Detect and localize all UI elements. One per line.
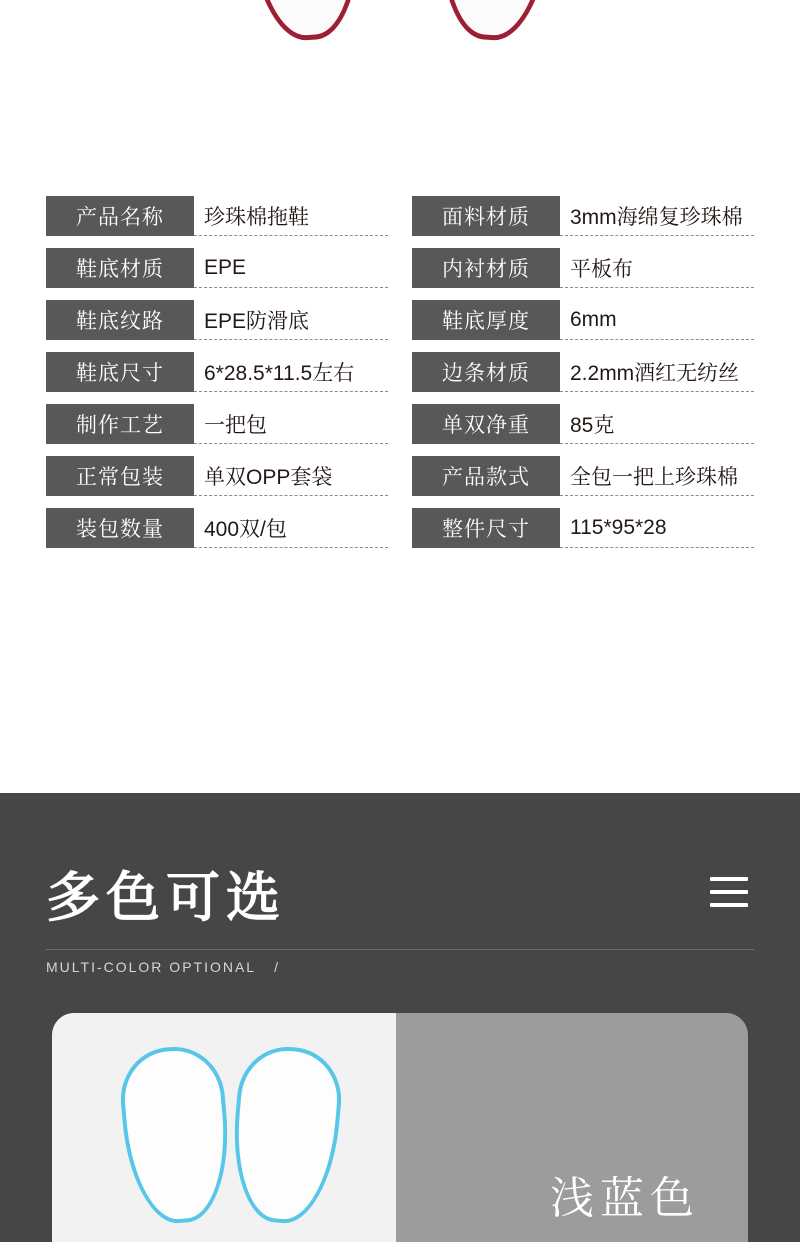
spec-value: 全包一把上珍珠棉: [560, 456, 754, 496]
spec-label: 鞋底尺寸: [46, 352, 194, 392]
spec-row: [46, 508, 388, 548]
spec-value: 6*28.5*11.5左右: [194, 352, 388, 392]
color-option-photo: [52, 1013, 396, 1242]
spec-value: 一把包: [194, 404, 388, 444]
slipper-right-shape: [434, 0, 557, 44]
color-option-card[interactable]: [52, 1013, 748, 1242]
spec-row: [412, 508, 754, 548]
spec-row: [46, 248, 388, 288]
spec-label: 内衬材质: [412, 248, 560, 288]
spec-row: [46, 456, 388, 496]
spec-row: [412, 404, 754, 444]
spec-value: 400双/包: [194, 508, 388, 548]
spec-label: 制作工艺: [46, 404, 194, 444]
column-gap: [388, 196, 412, 236]
spec-label: 产品款式: [412, 456, 560, 496]
spec-row: [46, 352, 388, 392]
slipper-left-shape: [117, 1043, 236, 1227]
spec-label: 正常包装: [46, 456, 194, 496]
color-swatch-label: 浅蓝色: [550, 1174, 700, 1223]
multicolor-subtitle: [46, 959, 280, 975]
spec-value: 2.2mm酒红无纺丝: [560, 352, 754, 392]
column-gap: [388, 508, 412, 548]
multicolor-subtitle-text: MULTI-COLOR OPTIONAL: [46, 959, 257, 975]
product-image-slippers: [250, 0, 550, 50]
spec-value: 珍珠棉拖鞋: [194, 196, 388, 236]
multicolor-title: 多色可选: [46, 868, 286, 928]
spec-value: 3mm海绵复珍珠棉: [560, 196, 754, 236]
spec-label: 面料材质: [412, 196, 560, 236]
hamburger-bar: [710, 890, 748, 894]
spec-label: 边条材质: [412, 352, 560, 392]
spec-row: [412, 300, 754, 340]
column-gap: [388, 404, 412, 444]
spec-row: [412, 196, 754, 236]
spec-label: 鞋底材质: [46, 248, 194, 288]
spec-value: EPE防滑底: [194, 300, 388, 340]
spec-value: 85克: [560, 404, 754, 444]
spec-row: [412, 248, 754, 288]
color-swatch: [396, 1013, 748, 1242]
spec-row: [46, 404, 388, 444]
spec-value: 115*95*28: [560, 508, 754, 548]
hamburger-bar: [710, 877, 748, 881]
spec-value: EPE: [194, 248, 388, 288]
spec-label: 鞋底纹路: [46, 300, 194, 340]
spec-row: [412, 352, 754, 392]
hamburger-bar: [710, 903, 748, 907]
column-gap: [388, 352, 412, 392]
product-photo-strip: [0, 0, 800, 160]
divider: [46, 949, 754, 950]
spec-row: [46, 300, 388, 340]
specification-table: [46, 196, 754, 548]
hamburger-icon[interactable]: [710, 877, 748, 907]
spec-label: 单双净重: [412, 404, 560, 444]
spec-row: [46, 196, 388, 236]
spec-label: 装包数量: [46, 508, 194, 548]
spec-row: [412, 456, 754, 496]
multicolor-subtitle-slash: /: [274, 959, 280, 975]
column-gap: [388, 300, 412, 340]
spec-label: 产品名称: [46, 196, 194, 236]
spec-label: 鞋底厚度: [412, 300, 560, 340]
slipper-right-shape: [227, 1043, 346, 1227]
column-gap: [388, 456, 412, 496]
spec-value: 平板布: [560, 248, 754, 288]
spec-value: 6mm: [560, 300, 754, 340]
spec-label: 整件尺寸: [412, 508, 560, 548]
slipper-left-shape: [244, 0, 367, 44]
column-gap: [388, 248, 412, 288]
spec-value: 单双OPP套袋: [194, 456, 388, 496]
